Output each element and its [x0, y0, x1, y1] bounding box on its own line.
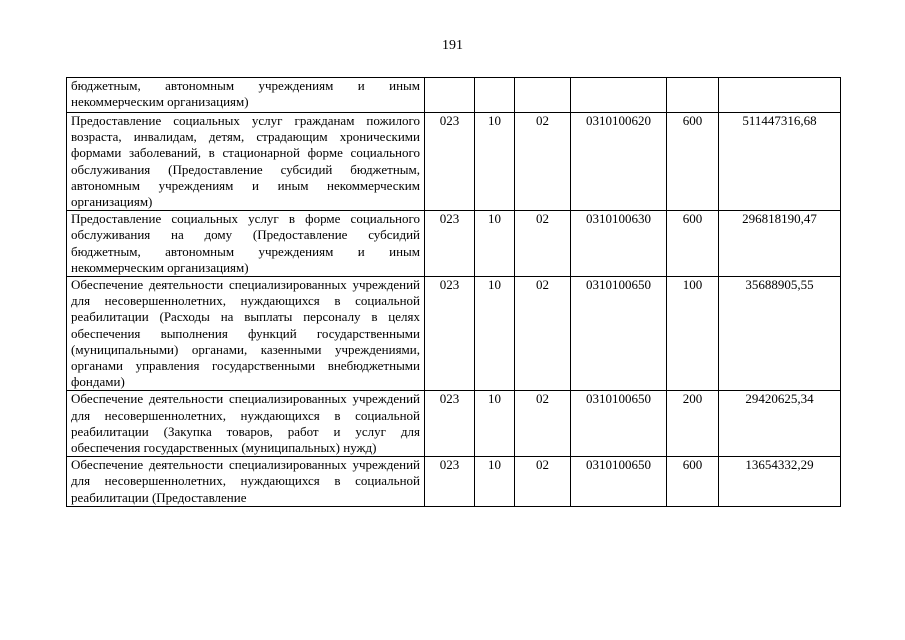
- row-target-article: 0310100630: [571, 211, 667, 277]
- row-target-article: 0310100620: [571, 113, 667, 211]
- row-section: 10: [475, 277, 515, 391]
- row-section: 10: [475, 113, 515, 211]
- row-subsection: 02: [515, 113, 571, 211]
- row-target-article: 0310100650: [571, 277, 667, 391]
- table-row: [67, 457, 841, 507]
- table-row: [67, 211, 841, 277]
- row-amount: 296818190,47: [719, 211, 841, 277]
- row-target-article: 0310100650: [571, 391, 667, 457]
- table-row: [67, 113, 841, 211]
- row-description: Предоставление социальных услуг в форме социального обслуживания на дому (Предоставление субсидий бюджетным, автономным учреждениям и иным некоммерческим организациям): [67, 211, 425, 277]
- row-section: 10: [475, 391, 515, 457]
- row-expense-type: 600: [667, 113, 719, 211]
- row-expense-type: 100: [667, 277, 719, 391]
- table-row: [67, 277, 841, 391]
- row-subsection: [515, 78, 571, 113]
- row-subsection: 02: [515, 391, 571, 457]
- row-subsection: 02: [515, 277, 571, 391]
- row-grbs: [425, 78, 475, 113]
- row-subsection: 02: [515, 211, 571, 277]
- row-amount: 511447316,68: [719, 113, 841, 211]
- row-grbs: 023: [425, 391, 475, 457]
- row-expense-type: 600: [667, 211, 719, 277]
- row-target-article: 0310100650: [571, 457, 667, 507]
- row-section: 10: [475, 457, 515, 507]
- row-description: Обеспечение деятельности специализированных учреждений для несовершеннолетних, нуждающихся в социальной реабилитации (Расходы на выплаты персоналу в целях обеспечения выполнения функций государственными (муниципальными) органами, казенными учреждениями, органами управления государственными внебюджетными фондами): [67, 277, 425, 391]
- budget-table: [66, 77, 841, 507]
- row-subsection: 02: [515, 457, 571, 507]
- row-expense-type: [667, 78, 719, 113]
- page-number: 191: [442, 38, 463, 53]
- row-amount: [719, 78, 841, 113]
- row-description: Обеспечение деятельности специализированных учреждений для несовершеннолетних, нуждающихся в социальной реабилитации (Закупка товаров, работ и услуг для обеспечения государственных (муниципальных) нужд): [67, 391, 425, 457]
- row-expense-type: 200: [667, 391, 719, 457]
- row-expense-type: 600: [667, 457, 719, 507]
- row-description: Обеспечение деятельности специализированных учреждений для несовершеннолетних, нуждающихся в социальной реабилитации (Предоставление: [67, 457, 425, 507]
- row-description: бюджетным, автономным учреждениям и иным некоммерческим организациям): [67, 78, 425, 113]
- row-amount: 13654332,29: [719, 457, 841, 507]
- table-row: [67, 78, 841, 113]
- row-amount: 29420625,34: [719, 391, 841, 457]
- row-section: [475, 78, 515, 113]
- row-grbs: 023: [425, 113, 475, 211]
- table-row: [67, 391, 841, 457]
- row-target-article: [571, 78, 667, 113]
- row-grbs: 023: [425, 277, 475, 391]
- row-section: 10: [475, 211, 515, 277]
- row-amount: 35688905,55: [719, 277, 841, 391]
- row-grbs: 023: [425, 457, 475, 507]
- row-description: Предоставление социальных услуг гражданам пожилого возраста, инвалидам, детям, страдающим хроническими формами заболеваний, в стационарной форме социального обслуживания (Предоставление субсидий бюджетным, автономным учреждениям и иным некоммерческим организациям): [67, 113, 425, 211]
- row-grbs: 023: [425, 211, 475, 277]
